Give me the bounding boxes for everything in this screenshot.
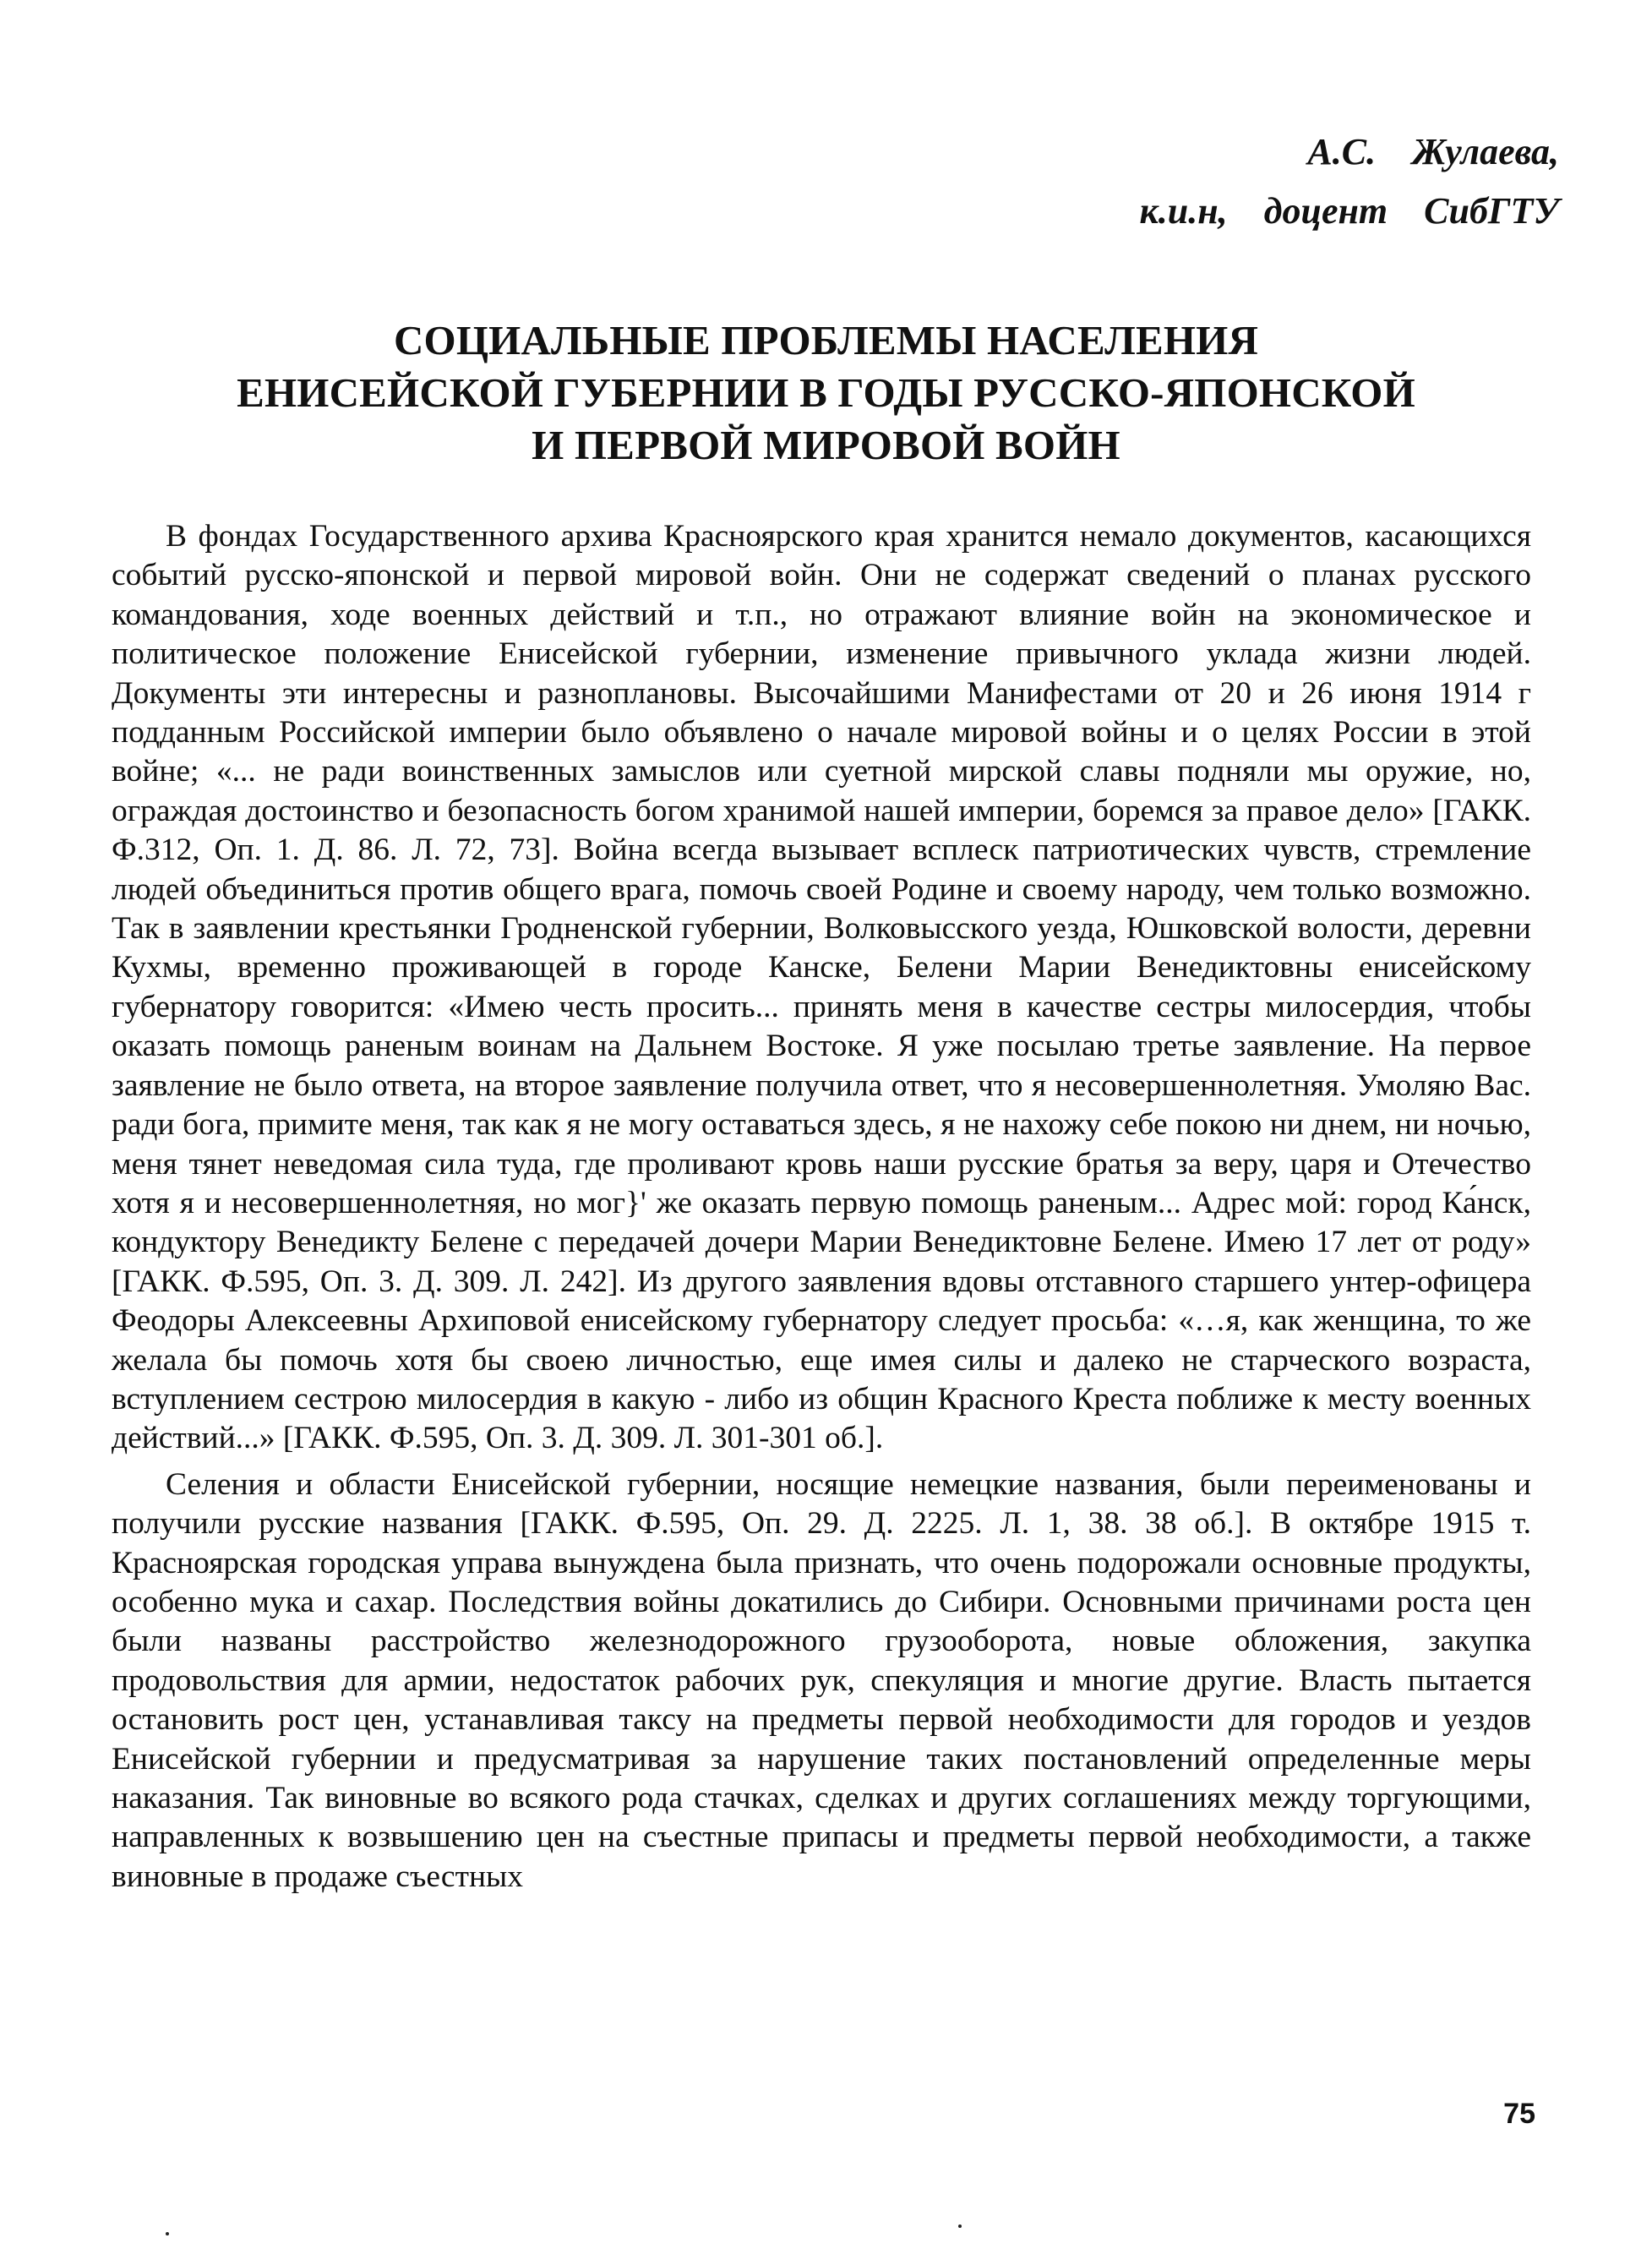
article-title	[110, 314, 1542, 472]
author-position: к.и.н, доцент СибГТУ	[1139, 190, 1559, 232]
title-line-2: ЕНИСЕЙСКОЙ ГУБЕРНИИ В ГОДЫ РУССКО-ЯПОНСКОЙ	[237, 369, 1415, 416]
article-body	[112, 517, 1531, 1903]
body-paragraph-2: Селения и области Енисейской губернии, носящие немецкие названия, были переименованы и получили русские названия [ГАКК. Ф.595, Оп. 29. Д. 2225. Л. 1, 38. 38 об.]. В октябре 1915 т. Красноярская городская управа вынуждена была признать, что очень подорожали основные продукты, особенно мука и сахар. Последствия войны докатились до Сибири. Основными причинами роста цен были названы расстройство железнодорожного грузооборота, новые обложения, закупка продовольствия для армии, недостаток рабочих рук, спекуляция и многие другие. Власть пытается остановить рост цен, устанавливая таксу на предметы первой необходимости для городов и уездов Енисейской губернии и предусматривая за нарушение таких постановлений определенные меры наказания. Так виновные во всякого рода стачках, сделках и других соглашениях между торгующими, направленных к возвышению цен на съестные припасы и предметы первой необходимости, а также виновные в продаже съестных	[112, 1466, 1531, 1894]
title-line-3: И ПЕРВОЙ МИРОВОЙ ВОЙН	[532, 422, 1120, 468]
title-line-1: СОЦИАЛЬНЫЕ ПРОБЛЕМЫ НАСЕЛЕНИЯ	[393, 317, 1259, 363]
page-number: 75	[1503, 2098, 1535, 2130]
author-name: А.С. Жулаева,	[1307, 131, 1559, 172]
body-paragraph-1: В фондах Государственного архива Красноярского края хранится немало документов, касающихся событий русско-японской и первой мировой войн. Они не содержат сведений о планах русского командования, ходе военных действий и т.п., но отражают влияние войн на экономическое и политическое положение Енисейской губернии, изменение привычного уклада жизни людей. Документы эти интересны и разноплановы. Высочайшими Манифестами от 20 и 26 июня 1914 г подданным Российской империи было объявлено о начале мировой войны и о целях России в этой войне; «... не ради воинственных замыслов или суетной мирской славы подняли мы оружие, но, ограждая достоинство и безопасность богом хранимой нашей империи, боремся за правое дело» [ГАКК. Ф.312, Оп. 1. Д. 86. Л. 72, 73]. Война всегда вызывает всплеск патриотических чувств, стремление людей объединиться против общего врага, помочь своей Родине и своему народу, чем только возможно. Так в заявлении крестьянки Гродненской губернии, Волковысского уезда, Юшковской волости, деревни Кухмы, временно проживающей в городе Канске, Белени Марии Венедиктовны енисейскому губернатору говорится: «Имею честь просить... принять меня в качестве сестры милосердия, чтобы оказать помощь раненым воинам на Дальнем Востоке. Я уже посылаю третье заявление. На первое заявление не было ответа, на второе заявление получила ответ, что я несовершеннолетняя. Умоляю Вас. ради бога, примите меня, так как я не могу оставаться здесь, я не нахожу себе покою ни днем, ни ночью, меня тянет неведомая сила туда, где проливают кровь наши русские братья за веру, царя и Отечество хотя я и несовершеннолетняя, но мог}' же оказать первую помощь раненым... Адрес мой: город Ка́нск, кондуктору Венедикту Белене с передачей дочери Марии Венедиктовне Белене. Имею 17 лет от роду» [ГАКК. Ф.595, Оп. 3. Д. 309. Л. 242]. Из другого заявления вдовы отставного старшего унтер-офицера Феодоры Алексеевны Архиповой енисейскому губернатору следует просьба: «…я, как женщина, то же желала бы помочь хотя бы своею личностью, еще имея силы и далеко не старческого возраста, вступлением сестрою милосердия в какую - либо из общин Красного Креста поближе к месту военных действий...» [ГАКК. Ф.595, Оп. 3. Д. 309. Л. 301-301 об.].	[112, 519, 1531, 1456]
scan-speck	[166, 2232, 169, 2235]
author-block	[1139, 123, 1559, 241]
scan-speck	[958, 2224, 962, 2228]
